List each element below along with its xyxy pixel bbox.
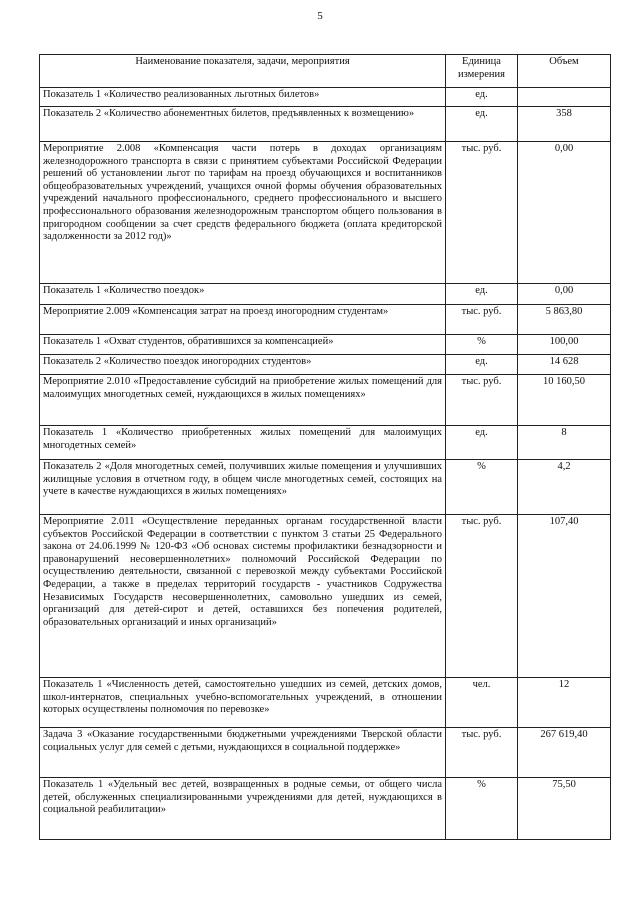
table-row	[40, 355, 611, 375]
table-row	[40, 284, 611, 305]
table-row	[40, 107, 611, 142]
row-unit: тыс. руб.	[446, 305, 518, 335]
row-value: 10 160,50	[518, 375, 611, 426]
row-name: Мероприятие 2.011 «Осуществление переданных органам государственной власти субъектов Российской Федерации в соответствии с пунктом 3 статьи 25 Федерального закона от 24.06.1999 № 120-ФЗ «Об основах системы профилактики безнадзорности и правонарушений несовершеннолетних» полномочий Российской Федерации по осуществлению деятельности, связанной с перевозкой между субъектами Российской Федерации, а также в пределах территорий государств - участников Содружества Независимых Государств несовершеннолетних, самовольно ушедших из семей, организаций для детей-сирот и детей, оставшихся без попечения родителей, образовательных организаций и иных организаций»	[40, 515, 446, 678]
row-value: 107,40	[518, 515, 611, 678]
row-value: 267 619,40	[518, 728, 611, 778]
row-value: 4,2	[518, 460, 611, 515]
table-row	[40, 426, 611, 460]
row-unit: ед.	[446, 107, 518, 142]
row-unit: %	[446, 335, 518, 355]
row-name: Показатель 1 «Количество приобретенных жилых помещений для малоимущих многодетных семей»	[40, 426, 446, 460]
row-name: Показатель 2 «Количество абонементных билетов, предъявленных к возмещению»	[40, 107, 446, 142]
table-row	[40, 142, 611, 284]
row-value: 75,50	[518, 778, 611, 840]
row-name: Мероприятие 2.008 «Компенсация части потерь в доходах организациям железнодорожного транспорта в связи с принятием субъектами Российской Федерации решений об установлении льгот по тарифам на проезд обучающихся и воспитанников общеобразовательных учреждений, учащихся очной формы обучения образовательных учреждений начального профессионального, среднего профессионального и высшего профессионального образования железнодорожным транспортом общего пользования в пригородном сообщении за счет средств федерального бюджета (оплата кредиторской задолженности за 2012 год)»	[40, 142, 446, 284]
table-row	[40, 375, 611, 426]
row-value: 12	[518, 678, 611, 728]
row-name: Показатель 1 «Численность детей, самостоятельно ушедших из семей, детских домов, школ-интернатов, специальных учебно-вспомогательных учреждений, в отношении которых осуществлены полномочия по перевозке»	[40, 678, 446, 728]
table-row	[40, 778, 611, 840]
row-value: 358	[518, 107, 611, 142]
row-value: 5 863,80	[518, 305, 611, 335]
row-unit: %	[446, 778, 518, 840]
row-value: 8	[518, 426, 611, 460]
page-number: 5	[317, 10, 323, 22]
row-value: 0,00	[518, 284, 611, 305]
row-name: Показатель 1 «Удельный вес детей, возвращенных в родные семьи, от общего числа детей, обслуженных специализированными учреждениями для детей, нуждающихся в социальной реабилитации»	[40, 778, 446, 840]
table-row	[40, 515, 611, 678]
row-value: 14 628	[518, 355, 611, 375]
row-name: Мероприятие 2.010 «Предоставление субсидий на приобретение жилых помещений для малоимущих многодетных семей, нуждающихся в жилых помещениях»	[40, 375, 446, 426]
table-row	[40, 305, 611, 335]
row-name: Показатель 2 «Доля многодетных семей, получивших жилые помещения и улучшивших жилищные условия в отчетном году, в общем числе многодетных семей, состоящих на учете в качестве нуждающихся в жилых помещениях»	[40, 460, 446, 515]
row-name: Показатель 1 «Охват студентов, обратившихся за компенсацией»	[40, 335, 446, 355]
row-name: Показатель 2 «Количество поездок иногородних студентов»	[40, 355, 446, 375]
table-row	[40, 88, 611, 107]
table-row	[40, 678, 611, 728]
row-unit: тыс. руб.	[446, 515, 518, 678]
table-row	[40, 728, 611, 778]
row-name: Показатель 1 «Количество поездок»	[40, 284, 446, 305]
indicators-table	[39, 54, 611, 840]
row-name: Задача 3 «Оказание государственными бюджетными учреждениями Тверской области социальных услуг для семей с детьми, нуждающихся в социальной поддержке»	[40, 728, 446, 778]
row-unit: ед.	[446, 88, 518, 107]
row-unit: ед.	[446, 284, 518, 305]
row-unit: тыс. руб.	[446, 728, 518, 778]
row-unit: ед.	[446, 426, 518, 460]
row-name: Мероприятие 2.009 «Компенсация затрат на проезд иногородним студентам»	[40, 305, 446, 335]
header-unit: Единица измерения	[446, 55, 518, 88]
row-unit: %	[446, 460, 518, 515]
row-unit: тыс. руб.	[446, 142, 518, 284]
table-row	[40, 335, 611, 355]
row-value	[518, 88, 611, 107]
header-name: Наименование показателя, задачи, мероприятия	[40, 55, 446, 88]
row-unit: ед.	[446, 355, 518, 375]
table-header-row	[40, 55, 611, 88]
header-value: Объем	[518, 55, 611, 88]
row-value: 100,00	[518, 335, 611, 355]
row-unit: тыс. руб.	[446, 375, 518, 426]
row-name: Показатель 1 «Количество реализованных льготных билетов»	[40, 88, 446, 107]
row-unit: чел.	[446, 678, 518, 728]
table-row	[40, 460, 611, 515]
row-value: 0,00	[518, 142, 611, 284]
